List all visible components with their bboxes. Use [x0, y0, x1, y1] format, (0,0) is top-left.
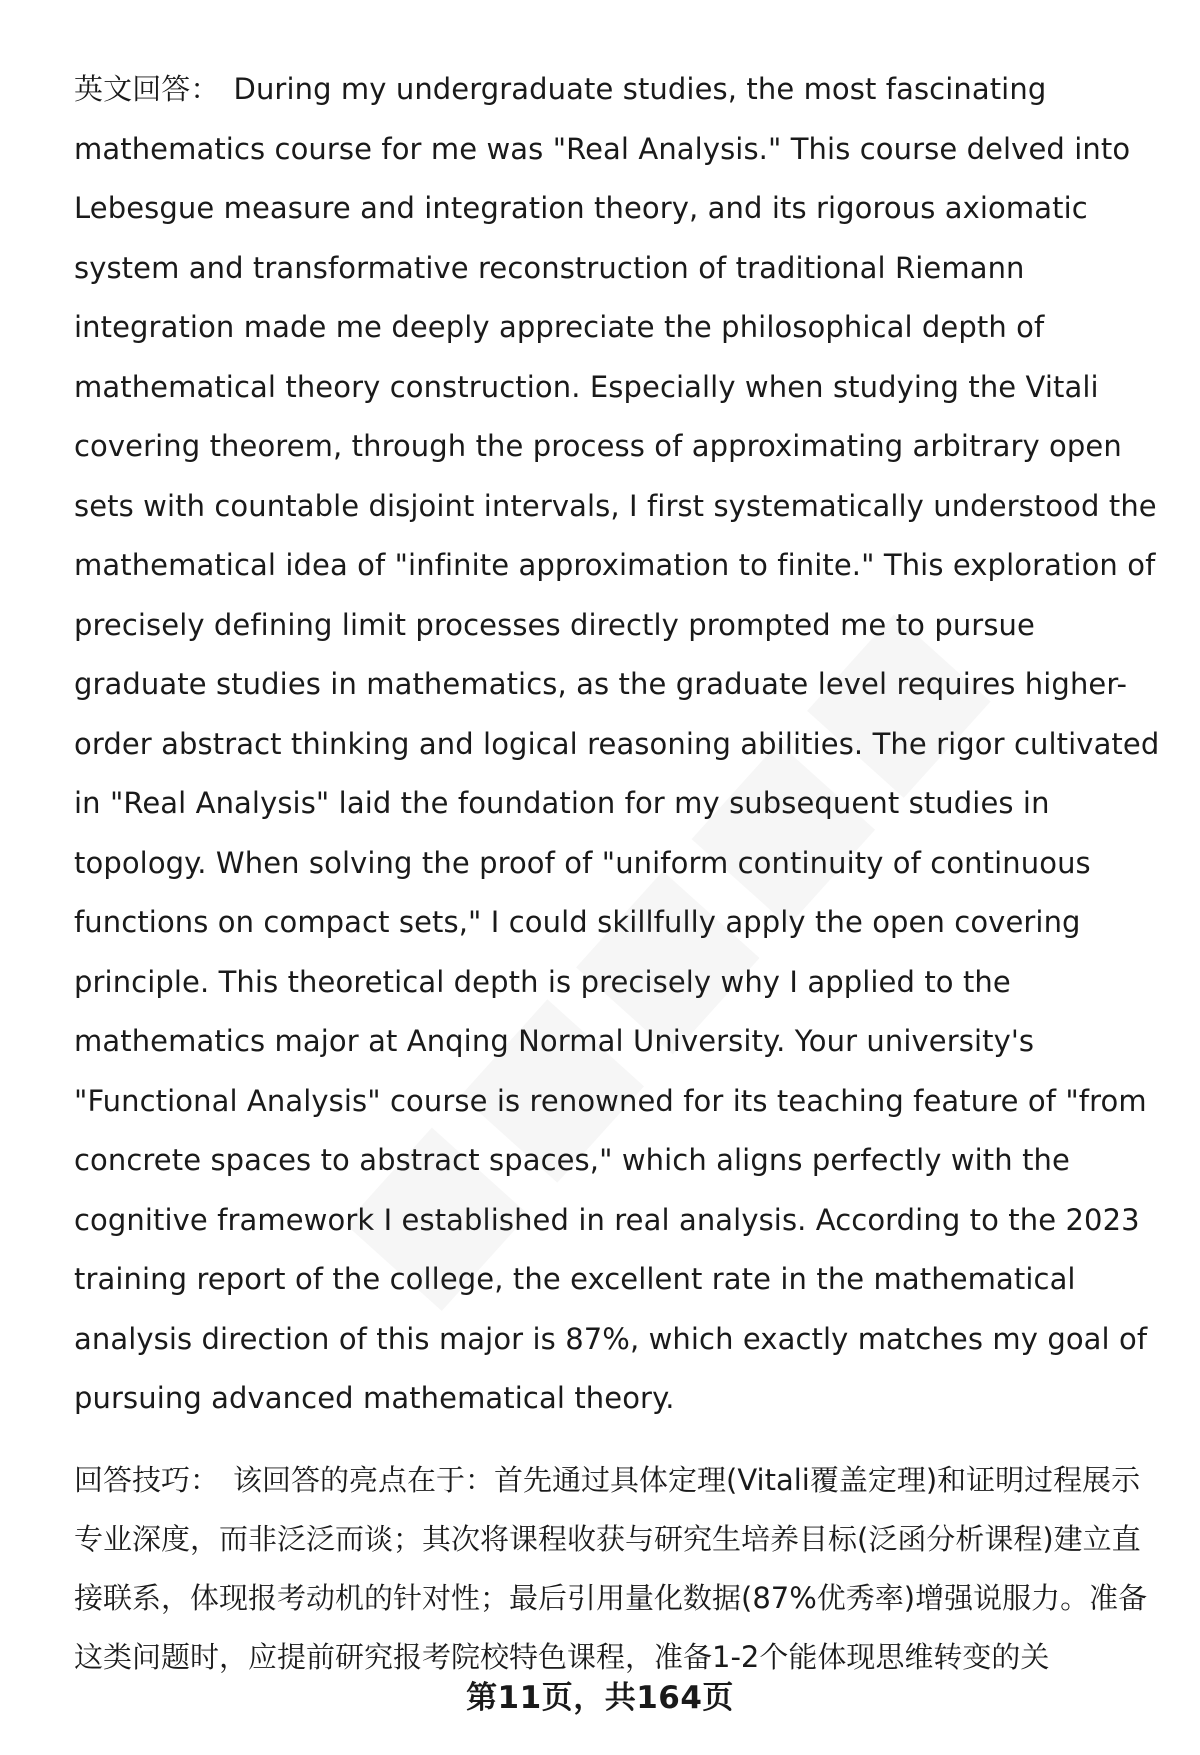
answer-tips-text: 该回答的亮点在于：首先通过具体定理(Vitali覆盖定理)和证明过程展示专业深度，而非泛泛而谈；其次将课程收获与研究生培养目标(泛函分析课程)建立直接联系，体现报考动机的针对性；最后引用量化数据(87%优秀率)增强说服力。准备这类问题时，应提前研究报考院校特色课程，准备1-2个能体现思维转变的关	[74, 1462, 1148, 1674]
answer-tips-label: 回答技巧：	[74, 1462, 220, 1497]
english-answer-text: During my undergraduate studies, the most fascinating mathematics course for me was "Real Analysis." This course delved into Lebesgue measure and integration theory, and its rigorous axiomatic system and transformative reconstruction of traditional Riemann integration made me deeply appreciate the philosophical depth of mathematical theory construction. Especially when studying the Vitali covering theorem, through the process of approximating arbitrary open sets with countable disjoint intervals, I first systematically understood the mathematical idea of "infinite approximation to finite." This exploration of precisely defining limit processes directly prompted me to pursue graduate studies in mathematics, as the graduate level requires higher-order abstract thinking and logical reasoning abilities. The rigor cultivated in "Real Analysis" laid the foundation for my subsequent studies in topology. When solving the proof of "uniform continuity of continuous functions on compact sets," I could skillfully apply the open covering principle. This theoretical depth is precisely why I applied to the mathematics major at Anqing Normal University. Your university's "Functional Analysis" course is renowned for its teaching feature of "from concrete spaces to abstract spaces," which aligns perfectly with the cognitive framework I established in real analysis. According to the 2023 training report of the college, the excellent rate in the mathematical analysis direction of this major is 87%, which exactly matches my goal of pursuing advanced mathematical theory.	[74, 72, 1160, 1415]
page-number: 第11页，共164页	[466, 1680, 734, 1716]
document-page	[74, 60, 1164, 1687]
english-answer-label: 英文回答：	[74, 72, 220, 106]
answer-tips-paragraph	[74, 1451, 1164, 1687]
english-answer-paragraph	[74, 60, 1164, 1429]
